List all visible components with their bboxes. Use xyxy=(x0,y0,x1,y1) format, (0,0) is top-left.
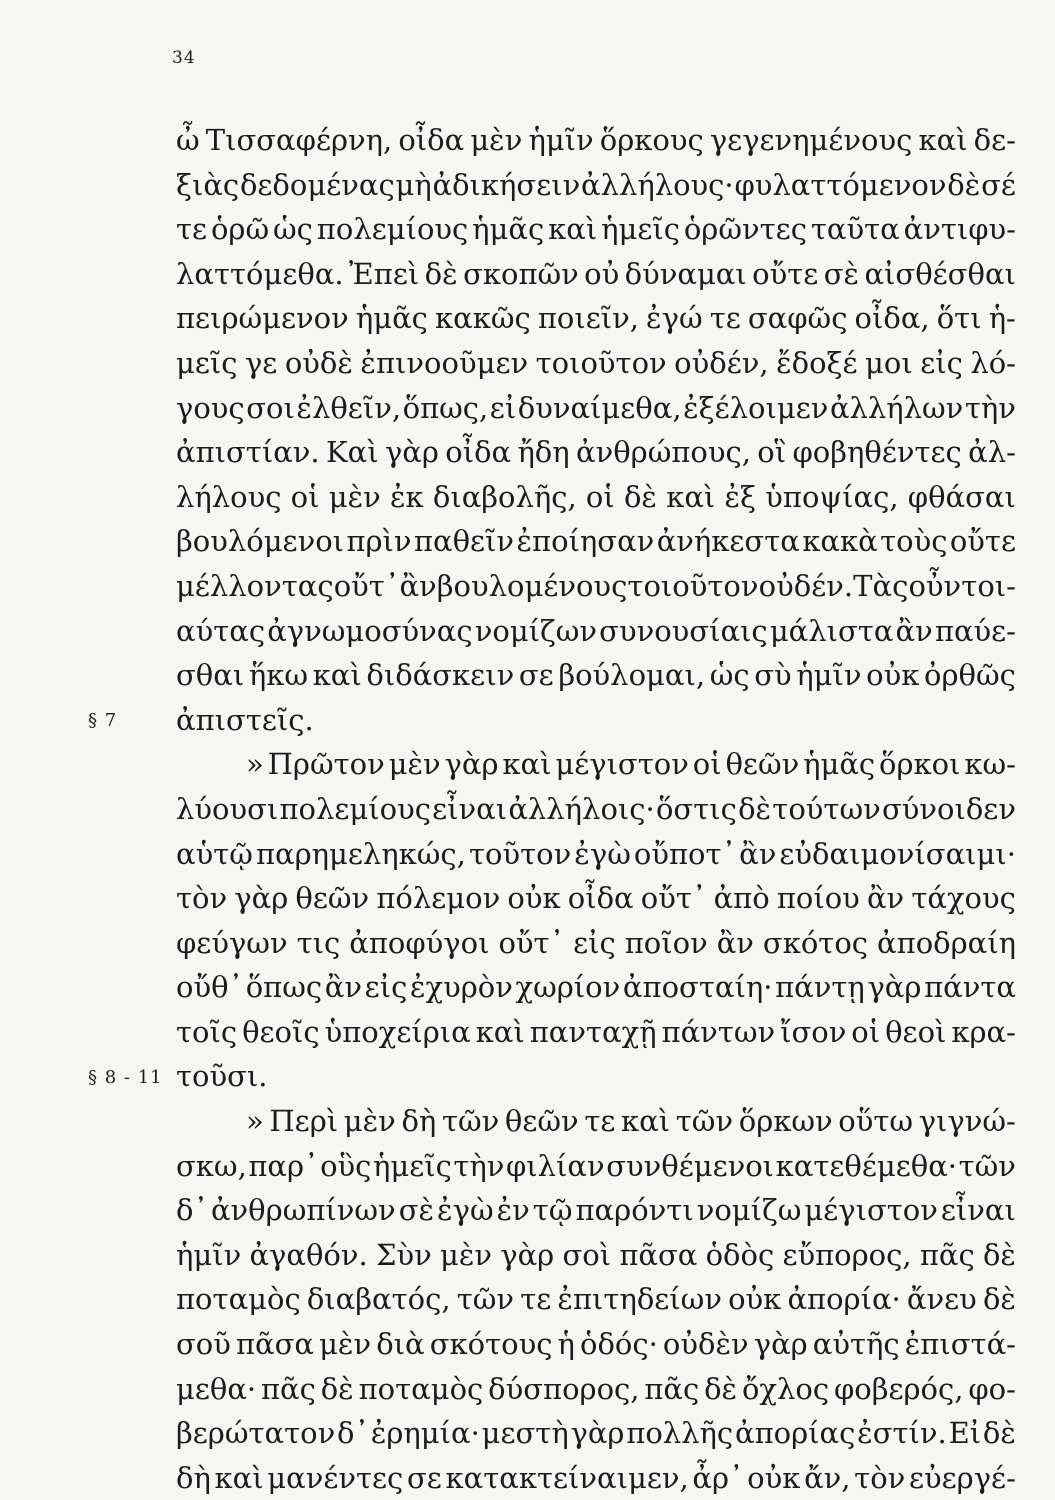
text-line: φεύγων τις ἀποφύγοι οὔτ᾽ εἰς ποῖον ἂν σκότος ἀποδραίη xyxy=(176,925,1016,960)
text-line: τοῖς θεοῖς ὑποχείρια καὶ πανταχῇ πάντων ἴσον οἱ θεοὶ κρα- xyxy=(176,1014,1016,1049)
text-line: ἀπιστίαν. Καὶ γὰρ οἶδα ἤδη ἀνθρώπους, οἳ φοβηθέντες ἀλ- xyxy=(176,435,1016,470)
text-line: λαττόμεθα. Ἐπεὶ δὲ σκοπῶν οὐ δύναμαι οὔτε σὲ αἰσθέσθαι xyxy=(176,256,1016,291)
text-line: λήλους οἱ μὲν ἐκ διαβολῆς, οἱ δὲ καὶ ἐξ ὑποψίας, φθάσαι xyxy=(176,479,1016,514)
text-line: » Πρῶτον μὲν γὰρ καὶ μέγιστον οἱ θεῶν ἡμᾶς ὅρκοι κω- xyxy=(246,747,1016,782)
text-line: ἀπιστεῖς. xyxy=(176,702,314,737)
text-line: μεῖς γε οὐδὲ ἐπινοοῦμεν τοιοῦτον οὐδέν, ἔδοξέ μοι εἰς λό- xyxy=(176,345,1016,380)
page-number: 34 xyxy=(172,48,196,68)
body-text xyxy=(176,118,1016,1500)
text-line: ὦ Τισσαφέρνη, οἶδα μὲν ἡμῖν ὅρκους γεγενημένους καὶ δε- xyxy=(176,123,1016,157)
text-line: σκω, παρ᾽ οὓς ἡμεῖς τὴν φιλίαν συνθέμενοι κατεθέμεθα· τῶν xyxy=(176,1148,1016,1183)
text-line: λύουσι πολεμίους εἶναι ἀλλήλοις· ὅστις δὲ τούτων σύνοιδεν xyxy=(176,791,1016,826)
text-line: » Περὶ μὲν δὴ τῶν θεῶν τε καὶ τῶν ὅρκων οὕτω γιγνώ- xyxy=(246,1104,1016,1139)
text-line: μέλλοντας οὔτ᾽ ἂν βουλομένους τοιοῦτον οὐδέν. Τὰς οὖν τοι- xyxy=(176,568,1016,603)
text-line: ποταμὸς διαβατός, τῶν τε ἐπιτηδείων οὐκ ἀπορία· ἄνευ δὲ xyxy=(176,1282,1016,1317)
text-line: τοῦσι. xyxy=(176,1059,268,1094)
text-line: μεθα· πᾶς δὲ ποταμὸς δύσπορος, πᾶς δὲ ὄχλος φοβερός, φο- xyxy=(176,1371,1016,1406)
text-line: αύτας ἀγνωμοσύνας νομίζων συνουσίαις μάλιστα ἂν παύε- xyxy=(176,613,1016,648)
text-line: ξιὰς δεδομένας μὴ ἀδικήσειν ἀλλήλους· φυλαττόμενον δὲ σέ xyxy=(176,167,1016,202)
section-marker: § 7 xyxy=(88,709,118,731)
text-line: ἡμῖν ἀγαθόν. Σὺν μὲν γὰρ σοὶ πᾶσα ὁδὸς εὔπορος, πᾶς δὲ xyxy=(176,1237,1016,1272)
text-line: βουλόμενοι πρὶν παθεῖν ἐποίησαν ἀνήκεστα κακὰ τοὺς οὔτε xyxy=(176,524,1016,559)
text-line: αὑτῷ παρημεληκώς, τοῦτον ἐγὼ οὔποτ᾽ ἂν εὐδαιμονίσαιμι· xyxy=(176,836,1016,871)
text-line: σθαι ἥκω καὶ διδάσκειν σε βούλομαι, ὡς σὺ ἡμῖν οὐκ ὀρθῶς xyxy=(176,658,1016,693)
text-line: τὸν γὰρ θεῶν πόλεμον οὐκ οἶδα οὔτ᾽ ἀπὸ ποίου ἂν τάχους xyxy=(176,881,1016,916)
text-line: οὔθ᾽ ὅπως ἂν εἰς ἐχυρὸν χωρίον ἀποσταίη· πάντῃ γὰρ πάντα xyxy=(176,970,1016,1005)
section-marker: § 8 - 11 xyxy=(88,1066,163,1088)
text-line: πειρώμενον ἡμᾶς κακῶς ποιεῖν, ἐγώ τε σαφῶς οἶδα, ὅτι ἡ- xyxy=(176,301,1016,336)
text-line: βερώτατον δ᾽ ἐρημία· μεστὴ γὰρ πολλῆς ἀπορίας ἐστίν. Εἰ δὲ xyxy=(176,1416,1016,1451)
text-line: σοῦ πᾶσα μὲν διὰ σκότους ἡ ὁδός· οὐδὲν γὰρ αὐτῆς ἐπιστά- xyxy=(176,1327,1016,1362)
text-line: τε ὁρῶ ὡς πολεμίους ἡμᾶς καὶ ἡμεῖς ὁρῶντες ταῦτα ἀντιφυ- xyxy=(176,212,1016,247)
text-line: δ᾽ ἀνθρωπίνων σὲ ἐγὼ ἐν τῷ παρόντι νομίζω μέγιστον εἶναι xyxy=(176,1193,1016,1228)
text-line: γους σοι ἐλθεῖν, ὅπως, εἰ δυναίμεθα, ἐξέλοιμεν ἀλλήλων τὴν xyxy=(176,390,1016,425)
text-line: δὴ καὶ μανέντες σε κατακτείναιμεν, ἆρ᾽ οὐκ ἄν, τὸν εὐεργέ- xyxy=(176,1460,1016,1495)
